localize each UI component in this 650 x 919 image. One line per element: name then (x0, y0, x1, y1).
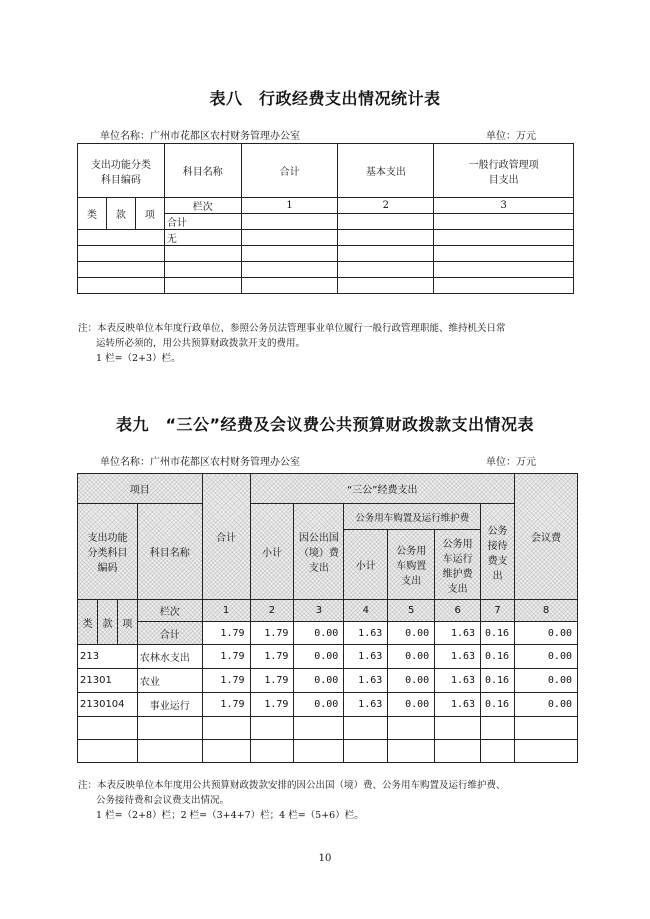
page-number: 10 (318, 853, 332, 864)
table-row (78, 246, 574, 262)
table-row (78, 278, 574, 294)
t9-subtotal-header: 小计 (250, 504, 294, 600)
t8-col1: 1 (241, 198, 338, 214)
table9-title: 表九 “三公”经费及会议费公共预算财政拨款支出情况表 (115, 415, 535, 434)
table9-unit-org: 单位名称：广州市花都区农村财务管理办公室 (100, 457, 300, 468)
t8-func-header: 支出功能分类 科目编码 (78, 144, 165, 198)
t9-kuan: 款 (97, 600, 117, 645)
t8-xiang: 项 (135, 198, 164, 230)
t8-general-header: 一般行政管理项 目支出 (434, 144, 574, 198)
table-row (78, 717, 578, 740)
t8-subject-header: 科目名称 (164, 144, 241, 198)
t9-project-header: 项目 (78, 474, 203, 504)
t8-total-header: 合计 (241, 144, 338, 198)
table9-note: 注：本表反映单位本年度用公共预算财政拨款安排的因公出国（境）费、公务用车购置及运行维护费、 公务接待费和会议费支出情况。 1 栏=（2+8）栏；2 栏=（3+4+7）栏；4 栏=（5+6）栏。 (78, 780, 506, 821)
t9-col-label: 栏次 (137, 600, 202, 622)
t8-kuan: 款 (106, 198, 135, 230)
t8-col2: 2 (338, 198, 434, 214)
table8-note: 注：本表反映单位本年度行政单位、参照公务员法管理事业单位履行一般行政管理职能、维持机关日常 运转所必须的，用公共预算财政拨款开支的费用。 1 栏=（2+3）栏。 (78, 323, 506, 364)
t8-lei: 类 (78, 198, 107, 230)
table-row: 21301 农业 1.79 1.79 0.00 1.63 0.00 1.63 0.16 0.00 (78, 669, 578, 693)
t9-sangong-header: “三公”经费支出 (250, 474, 515, 504)
t8-col-label: 栏次 (164, 198, 241, 214)
table8-unit-org: 单位名称：广州市花都区农村财务管理办公室 (100, 131, 300, 142)
t9-reception-header: 公务 接待 费支 出 (481, 504, 515, 600)
table9: 项目 合计 “三公”经费支出 会议费 支出功能 分类科目 编码 科目名称 小计 因公出国 （境）费 支出 公务用车购置及运行维护费 公务 接待 费支 出 小计 公务用 车购置 支出 公务用 车运行 维护费 支出 类 款 项 栏次 1 2 3 4 5 6 7 8 合计 1.79 1.79 0.00 1.63 0.00 1.63 0.16 0.00 213 农林水支出 1.79 1.79 0.00 1.63 0.00 1.63 0.16 0.00 21301 农业 1.79 1.79 0.00 1.63 0.00 1.63 0.16 0.00 2130104 事业运行 1.79 1.79 0.00 1.63 0.00 1.63 0.16 0.00 (77, 473, 578, 763)
t8-sum-basic (338, 214, 434, 230)
t8-col3: 3 (434, 198, 574, 214)
t9-func-header: 支出功能 分类科目 编码 (78, 504, 138, 600)
t9-vehicle-header: 公务用车购置及运行维护费 (344, 504, 481, 530)
table-row (78, 740, 578, 763)
t8-basic-header: 基本支出 (338, 144, 434, 198)
t8-sum-total (241, 214, 338, 230)
t9-meeting-header: 会议费 (515, 474, 578, 600)
t9-v-purchase-header: 公务用 车购置 支出 (388, 530, 435, 600)
t9-xiang: 项 (117, 600, 137, 645)
table-row: 213 农林水支出 1.79 1.79 0.00 1.63 0.00 1.63 0.16 0.00 (78, 645, 578, 669)
t9-lei: 类 (78, 600, 98, 645)
table9-unit: 单位：万元 (486, 457, 536, 468)
table8 (77, 143, 574, 294)
table-row: 2130104 事业运行 1.79 1.79 0.00 1.63 0.00 1.63 0.16 0.00 (78, 693, 578, 717)
t9-total-header: 合计 (202, 474, 250, 600)
t8-sum-label: 合计 (164, 214, 241, 230)
table8-unit: 单位：万元 (486, 131, 536, 142)
t9-v-subtotal-header: 小计 (344, 530, 388, 600)
t9-v-run-header: 公务用 车运行 维护费 支出 (435, 530, 481, 600)
table8-title: 表八 行政经费支出情况统计表 (209, 89, 441, 108)
t8-none-text: 无 (164, 230, 241, 246)
t9-subject-header: 科目名称 (137, 504, 202, 600)
t8-row-code (78, 230, 165, 246)
t8-sum-general (434, 214, 574, 230)
table-row (78, 262, 574, 278)
table-row: 合计 1.79 1.79 0.00 1.63 0.00 1.63 0.16 0.00 (78, 622, 578, 645)
t9-abroad-header: 因公出国 （境）费 支出 (294, 504, 344, 600)
